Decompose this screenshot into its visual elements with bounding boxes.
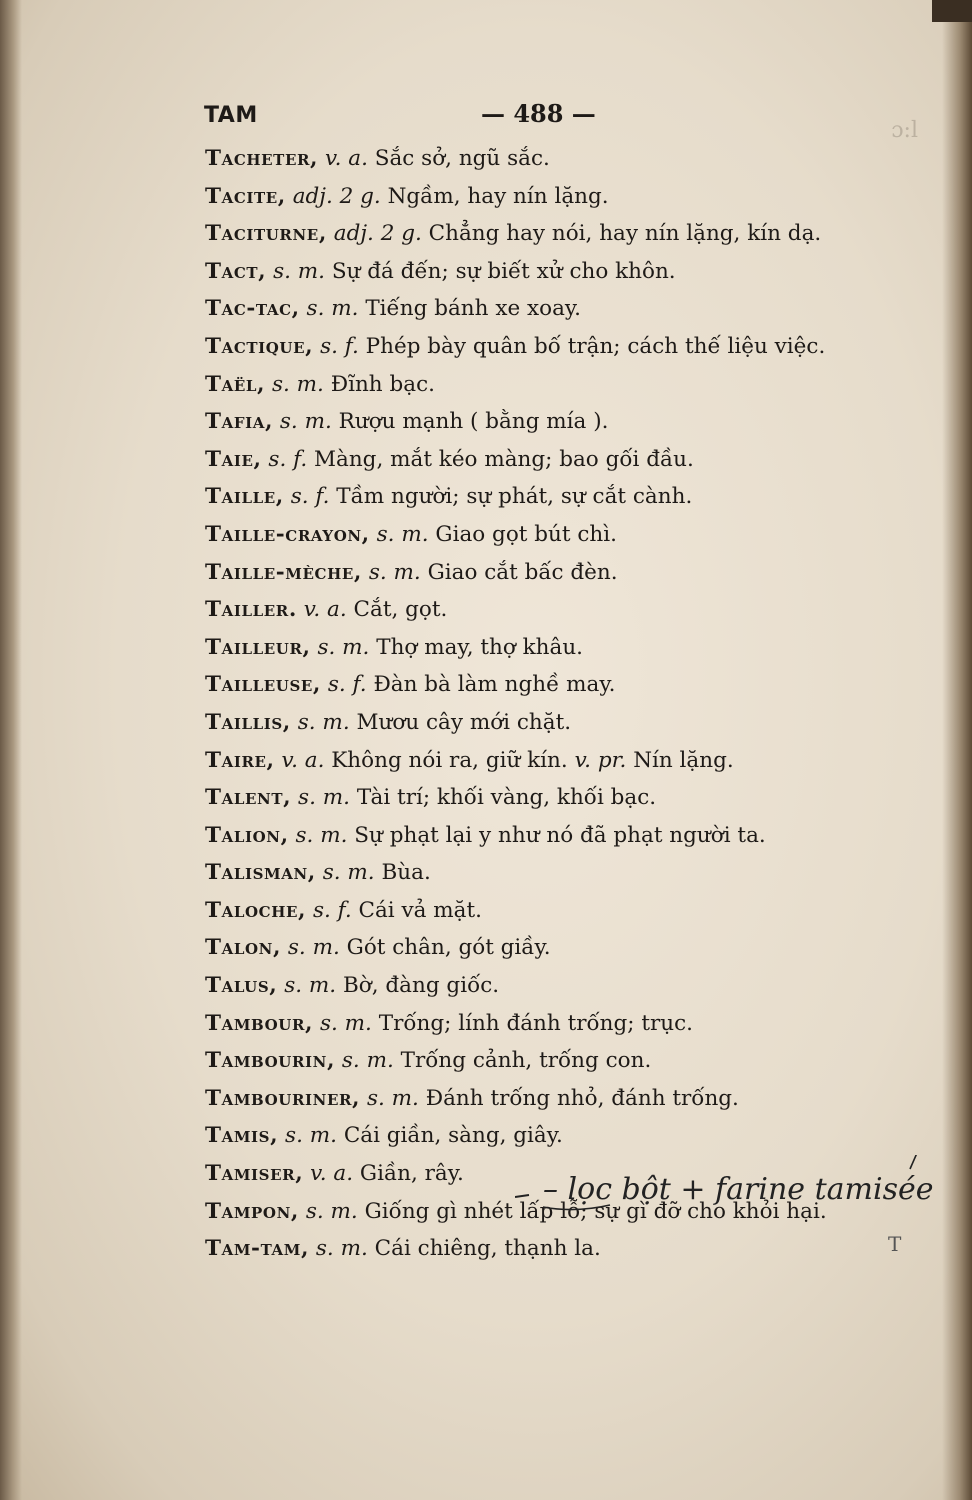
dictionary-entry — [205, 967, 925, 1005]
dictionary-entry — [205, 328, 925, 366]
dictionary-entry — [205, 929, 925, 967]
entry-grammar: s. m. — [273, 258, 326, 284]
entry-definition: Sự đá đến; sự biết xử cho khôn. — [331, 258, 676, 284]
dictionary-entry — [205, 516, 925, 554]
dictionary-entry — [205, 854, 925, 892]
dictionary-entry — [205, 366, 925, 404]
entry-headword: Taie, — [205, 446, 262, 472]
entry-headword: Tacheter, — [205, 146, 319, 171]
running-header: TAM — [204, 103, 258, 128]
entry-definition: Sắc sở, ngũ sắc. — [374, 146, 550, 171]
entry-headword: Taël, — [205, 371, 266, 397]
entry-headword: Tambourin, — [205, 1048, 336, 1074]
entry-grammar: s. m. — [295, 822, 348, 848]
entry-headword: Taloche, — [205, 897, 307, 923]
entry-grammar: s. m. — [284, 973, 337, 999]
margin-mark: T — [888, 1232, 902, 1256]
dictionary-entry — [205, 779, 925, 817]
entry-definition: Không nói ra, giữ kín. — [331, 747, 568, 773]
dictionary-entry — [205, 1117, 925, 1155]
entry-headword: Talon, — [205, 935, 282, 961]
dictionary-entry — [205, 403, 925, 441]
entry-definition: Màng, mắt kéo màng; bao gối đầu. — [314, 446, 694, 472]
entry-definition: Cái chiêng, thạnh la. — [374, 1236, 601, 1262]
entry-grammar: s. f. — [290, 484, 330, 510]
entry-headword: Tailler. — [205, 597, 297, 623]
entry-definition: Tiếng bánh xe xoay. — [365, 296, 582, 322]
entry-definition: Cái vả mặt. — [358, 897, 482, 923]
entry-headword: Tamiser, — [205, 1161, 304, 1187]
entry-grammar: s. m. — [298, 785, 350, 811]
entry-headword: Taillis, — [205, 709, 291, 735]
entry-grammar: s. m. — [287, 935, 340, 961]
entry-grammar: s. m. — [271, 371, 324, 397]
dictionary-entry — [205, 1230, 925, 1268]
dictionary-entry — [205, 704, 925, 742]
dictionary-entry — [205, 140, 925, 178]
entry-headword: Tambouriner, — [205, 1085, 361, 1111]
entry-grammar: s. f. — [320, 333, 359, 359]
entry-grammar: s. f. — [268, 446, 308, 472]
entry-definition: Đàn bà làm nghề may. — [373, 672, 616, 698]
entry-grammar: s. f. — [327, 672, 367, 698]
dictionary-entry — [205, 629, 925, 667]
entry-definition: Phép bày quân bố trận; cách thế liệu việc. — [365, 333, 826, 359]
entry-definition: Giao cắt bấc đèn. — [427, 559, 618, 585]
dictionary-entry — [205, 178, 925, 216]
entry-grammar: v. a. — [303, 597, 347, 623]
binding-shadow-left — [0, 0, 22, 1500]
entry-definition: Bùa. — [381, 860, 431, 886]
entry-headword: Tact, — [205, 258, 267, 284]
binding-shadow-right — [942, 0, 972, 1500]
entry-definition: Thợ may, thợ khâu. — [376, 634, 584, 660]
dictionary-entry — [205, 742, 925, 780]
entry-headword: Tamis, — [205, 1123, 279, 1149]
entry-definition: Bờ, đàng giốc. — [343, 973, 500, 999]
entry-headword: Taille, — [205, 484, 284, 510]
entry-headword: Tampon, — [205, 1198, 299, 1224]
dictionary-entry — [205, 290, 925, 328]
entry-grammar: adj. 2 g. — [292, 183, 381, 209]
show-through-text: ɔ:l — [891, 118, 918, 143]
entry-headword: Taille-mèche, — [205, 559, 362, 585]
entry-grammar: s. f. — [312, 897, 352, 923]
dictionary-entry — [205, 215, 925, 253]
entry-headword: Tacite, — [205, 183, 286, 209]
entry-definition: Ngầm, hay nín lặng. — [387, 183, 609, 209]
dictionary-entry — [205, 591, 925, 629]
dictionary-entry — [205, 817, 925, 855]
entry-definition: Cái giần, sàng, giây. — [343, 1123, 563, 1149]
dictionary-entry — [205, 666, 925, 704]
entry-definition: Mươu cây mới chặt. — [356, 709, 572, 735]
entry-headword: Tac-tac, — [205, 296, 300, 322]
entry-headword: Taciturne, — [205, 221, 327, 247]
entry-headword: Talisman, — [205, 860, 316, 886]
entry-definition: Trống; lính đánh trống; trục. — [378, 1010, 693, 1036]
entry-grammar: s. m. — [306, 296, 359, 322]
entry-grammar: v. a. — [324, 146, 368, 171]
entry-definition: Giống gì nhét lấp lỗ; sự gì đỡ cho khỏi hại. — [364, 1198, 827, 1224]
dictionary-entry — [205, 1080, 925, 1118]
entry-headword: Tambour, — [205, 1010, 314, 1036]
entry-grammar: s. m. — [285, 1123, 337, 1149]
dictionary-entry — [205, 478, 925, 516]
entry-headword: Taire, — [205, 747, 275, 773]
entry-headword: Taille-crayon, — [205, 521, 370, 547]
entry-list — [205, 140, 925, 1268]
dictionary-entry — [205, 441, 925, 479]
entry-grammar: s. m. — [297, 709, 350, 735]
handwritten-note-text: – lọc bột + farine tamisée — [543, 1172, 934, 1207]
entry-grammar: s. m. — [368, 559, 421, 585]
entry-headword: Talent, — [205, 785, 292, 811]
entry-grammar: s. m. — [376, 521, 429, 547]
entry-headword: Talus, — [205, 973, 278, 999]
entry-definition: Trống cảnh, trống con. — [400, 1048, 652, 1074]
dictionary-entry — [205, 1042, 925, 1080]
entry-definition-secondary: Nín lặng. — [633, 747, 734, 773]
entry-grammar: s. m. — [322, 860, 375, 886]
entry-headword: Tactique, — [205, 333, 314, 359]
entry-headword: Tailleuse, — [205, 672, 322, 698]
entry-grammar: v. a. — [281, 747, 325, 773]
entry-definition: Sự phạt lại y như nó đã phạt người ta. — [354, 822, 766, 848]
entry-grammar: adj. 2 g. — [333, 221, 422, 247]
entry-definition: Tầm người; sự phát, sự cắt cành. — [336, 484, 693, 510]
entry-grammar: s. m. — [317, 634, 370, 660]
entry-definition: Chẳng hay nói, hay nín lặng, kín dạ. — [428, 221, 822, 247]
page-corner — [932, 0, 972, 22]
entry-grammar: s. m. — [319, 1010, 372, 1036]
entry-definition: Rượu mạnh ( bằng mía ). — [338, 409, 609, 435]
page-number: — 488 — — [481, 99, 596, 128]
entry-definition: Tài trí; khối vàng, khối bạc. — [356, 785, 657, 811]
entry-definition: Đĩnh bạc. — [330, 371, 435, 397]
entry-definition: Gót chân, gót giầy. — [346, 935, 551, 961]
dictionary-entry — [205, 253, 925, 291]
dictionary-entry — [205, 554, 925, 592]
entry-headword: Tafia, — [205, 409, 274, 435]
entry-grammar: s. m. — [341, 1048, 394, 1074]
entry-definition: Đánh trống nhỏ, đánh trống. — [425, 1085, 739, 1111]
dictionary-entry — [205, 892, 925, 930]
entry-grammar: s. m. — [315, 1236, 368, 1262]
entry-headword: Tam-tam, — [205, 1236, 310, 1262]
entry-grammar-secondary: v. pr. — [574, 747, 627, 773]
entry-definition: Cắt, gọt. — [353, 597, 448, 623]
entry-definition: Giao gọt bút chì. — [435, 521, 617, 547]
dictionary-entry — [205, 1005, 925, 1043]
handwritten-annotation — [515, 1155, 935, 1225]
entry-grammar: v. a. — [310, 1161, 354, 1187]
entry-grammar: s. m. — [279, 409, 332, 435]
entry-headword: Tailleur, — [205, 634, 311, 660]
entry-definition: Giần, rây. — [359, 1161, 464, 1187]
entry-grammar: s. m. — [366, 1085, 419, 1111]
entry-grammar: s. m. — [305, 1198, 358, 1224]
entry-headword: Talion, — [205, 822, 289, 848]
